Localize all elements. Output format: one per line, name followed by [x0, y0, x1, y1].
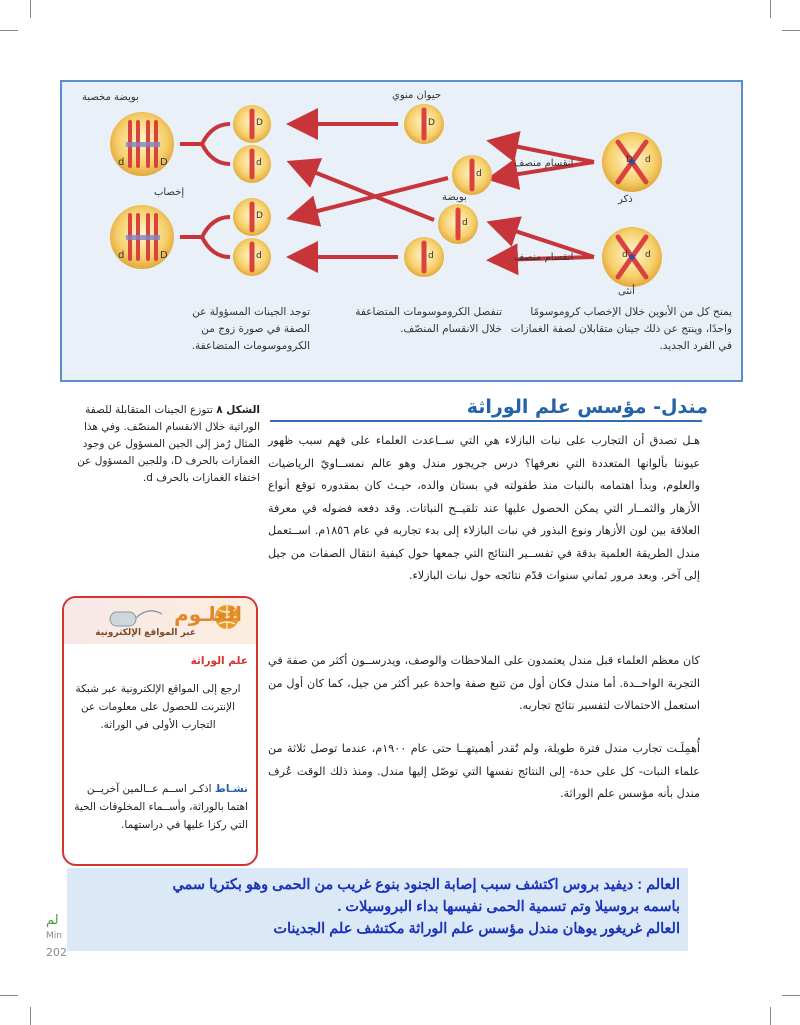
allele-letter: D: [428, 118, 435, 128]
paragraph: كان معظم العلماء قبل مندل يعتمدون على الملاحظات والوصف، ويدرســون أكثر من صفة في التجربة الواحــدة. أما مندل فكان أول من تتبع صفة واحدة عبر أكثر من جيل، كما كان أول من استعمل الاحتمالات لتفسير نتائج تجاربه.: [268, 654, 700, 712]
science-box-text: ارجع إلى المواقع الإلكترونية عبر شبكة الإنترنت للحصول على معلومات عن التجارب الأولى في الوراثة.: [75, 683, 241, 731]
gamete-cell: [233, 198, 271, 236]
science-box-activity: [68, 780, 248, 834]
label-meiosis: انقسام منصف: [514, 252, 574, 263]
overlay-line: العالم غريغور يوهان مندل مؤسس علم الوراثة مكتشف علم الجدينات: [273, 921, 680, 937]
allele-letter: d: [645, 250, 651, 260]
section-title: مندل- مؤسس علم الوراثة: [466, 396, 708, 418]
figure-caption-right: يمنح كل من الأبوين خلال الإخصاب كروموسومًا واحدًا، وينتج عن ذلك جينان متقابلان لصفة الغمازات في الفرد الجديد.: [510, 306, 732, 352]
footer-fragment: لم: [46, 913, 59, 928]
gamete-cell: [233, 145, 271, 183]
label-male: ذكر: [618, 194, 633, 205]
allele-letter: D: [160, 157, 168, 168]
fertilization-connector: [202, 237, 230, 257]
activity-label: نشـاط: [214, 783, 248, 795]
fertilization-connector: [180, 217, 230, 237]
allele-letter: d: [256, 251, 262, 261]
allele-letter: D: [256, 211, 263, 221]
allele-letter: d: [118, 250, 125, 261]
figure-description: تتوزع الجينات المتقابلة للصفة الوراثية خلال الانقسام المنصّف. وفي هذا المثال رُمز إلى الجين المسؤول عن وجود الغمازات بالحرف D، وللجين المسؤول عن اختفاء الغمازات بالحرف d.: [77, 404, 260, 484]
activity-text: اذكـر اســم عــالمين آخريــن اهتما بالوراثة، وأســماء المخلوقات الحية التي ركزا عليها في دراستهما.: [74, 783, 248, 831]
label-sperm: حيوان منوي: [392, 90, 442, 101]
footer-fragment: 202: [46, 946, 67, 959]
allele-letter: d: [622, 250, 628, 260]
allele-letter: D: [160, 250, 168, 261]
crop-mark: [0, 995, 18, 996]
figure-caption-middle: تنفصل الكروموسومات المتضاعفة خلال الانقسام المنصّف.: [355, 306, 502, 335]
label-meiosis: انقسام منصف: [514, 158, 574, 169]
crop-mark: [770, 0, 771, 18]
allele-letter: d: [476, 169, 482, 179]
female-cell: [602, 227, 662, 287]
arrow: [294, 178, 448, 217]
allele-letter: d: [428, 251, 434, 261]
science-box-header: [64, 598, 256, 644]
allele-letter: D: [256, 118, 263, 128]
label-fertilized-egg: بويضة مخصبة: [82, 92, 139, 103]
figure-caption-left: توجد الجينات المسؤولة عن الصفة في صورة زوج من الكروموسومات المتضاعفة.: [191, 306, 310, 352]
label-female: أنثى: [618, 286, 635, 297]
gamete-cell: [233, 238, 271, 276]
egg-cell: [404, 237, 444, 277]
overlay-line: باسمه بروسيلا وتم تسمية الحمى نفيسها بداء البروسيلات .: [337, 899, 680, 915]
fertilization-connector: [180, 124, 230, 144]
overlay-line: العالم : ديفيد بروس اكتشف سبب إصابة الجنود بنوع غريب من الحمى وهو بكتريا سمي: [172, 877, 680, 893]
crop-mark: [770, 1007, 771, 1025]
crop-mark: [30, 1007, 31, 1025]
crop-mark: [782, 995, 800, 996]
label-fertilization: إخصاب: [154, 187, 185, 198]
crop-mark: [0, 30, 18, 31]
figure-side-caption: [60, 402, 260, 487]
science-online-box: [62, 596, 258, 866]
allele-letter: d: [118, 157, 125, 168]
allele-letter: d: [462, 218, 468, 228]
gamete-cell: [233, 105, 271, 143]
crop-mark: [30, 0, 31, 18]
allele-letter: D: [626, 155, 633, 165]
paragraph: أُهمِلَـت تجارب مندل فترة طويلة، ولم تُقدر أهميتهــا حتى عام ١٩٠٠م، عندما توصل ثلاثة من علماء النبات- كل على حدة- إلى النتائج نفسها التي توصّل إليها مندل. ومنذ ذلك الوقت عُرف مندل بأنه مؤسس علم الوراثة.: [268, 742, 700, 800]
science-box-topic: علم الوراثة: [190, 655, 248, 667]
overlay-note: [67, 868, 688, 951]
meiosis-figure: [60, 80, 743, 382]
sperm-cell: [452, 155, 492, 195]
egg-cell: [438, 204, 478, 244]
mouse-icon: [104, 604, 164, 630]
allele-letter: d: [645, 155, 651, 165]
crop-mark: [782, 30, 800, 31]
footer-fragment: Min: [46, 931, 62, 941]
allele-letter: d: [256, 158, 262, 168]
figure-number: الشكل ٨: [216, 404, 260, 416]
title-underline: [270, 420, 702, 422]
paragraph: هـل تصدق أن التجارب على نبات البازلاء هي التي ســاعدت العلماء على فهم سبب ظهور عيوننا بألوانها المتعددة التي نعرفها؟ درس جريجور مندل وهو عالم نمســاويّ الرياضيات والعلوم، وبدأ اهتمامه بالنبات منذ طفولته في بستان والده، حيـث كان بمقدوره توقع أنواع الأزهار والثمــار التي يمكن الحصول عليها عند تلقيــح النباتات. وقد دفعه فضوله في معرفة العلاقة بين لون الأزهار ونوع البذور في نبات البازلاء إلى بدء تجاربه في عام ١٨٥٦م. اســتعمل مندل الطريقة العلمية بدقة في تفســير النتائج التي جمعها حول كيفية انتقال الصفات من جيل إلى آخر. وبعد مرور ثماني سنوات قدّم نتائجه حول نبات البازلاء.: [268, 434, 700, 582]
label-egg: بويضة: [442, 192, 467, 203]
science-box-title: العلـوم: [174, 602, 242, 626]
sperm-cell: [404, 104, 444, 144]
fertilization-connector: [202, 144, 230, 164]
science-box-subtitle: عبر المواقع الإلكترونية: [95, 628, 196, 638]
